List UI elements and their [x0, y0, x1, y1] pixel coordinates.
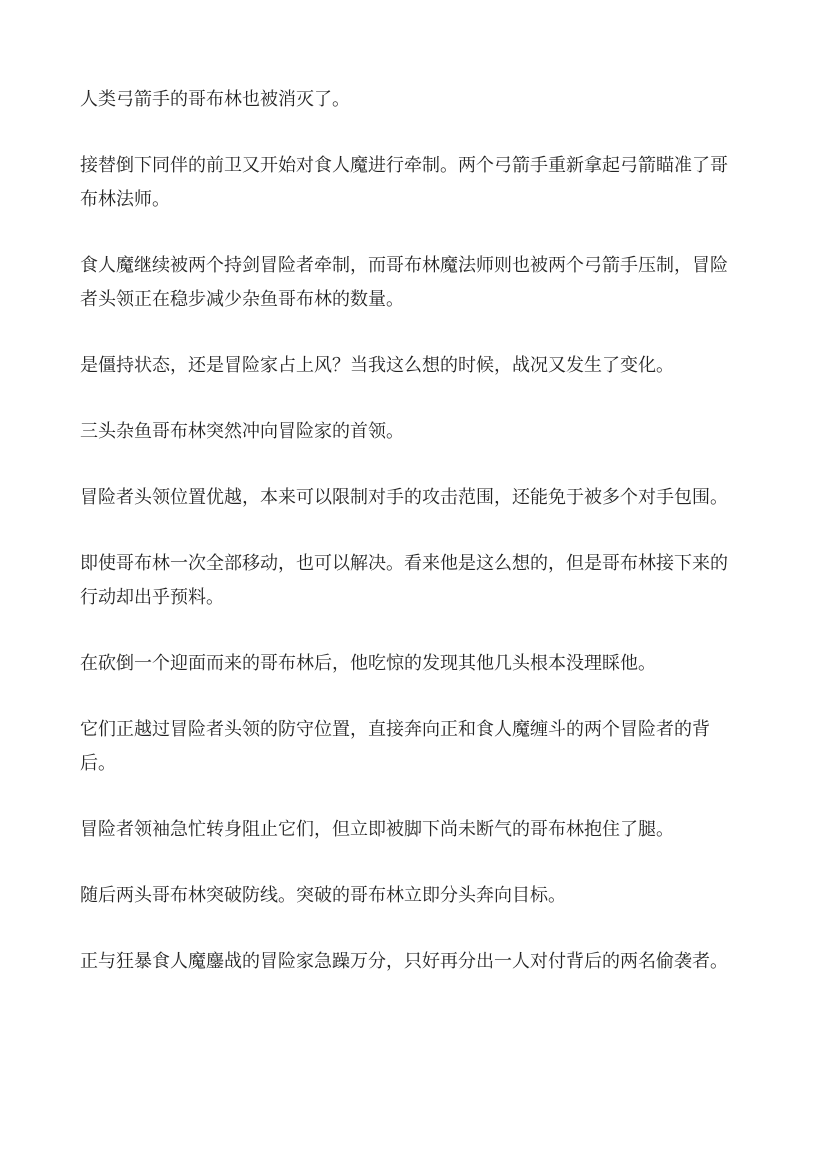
paragraph: 是僵持状态，还是冒险家占上风？当我这么想的时候，战况又发生了变化。: [80, 355, 674, 376]
paragraph: 接替倒下同伴的前卫又开始对食人魔进行牵制。两个弓箭手重新拿起弓箭瞄准了哥布林法师。: [80, 155, 728, 210]
paragraph: 在砍倒一个迎面而来的哥布林后，他吃惊的发现其他几头根本没理睬他。: [80, 653, 656, 674]
paragraph: 冒险者头领位置优越，本来可以限制对手的攻击范围，还能免于被多个对手包围。: [80, 487, 728, 508]
paragraph: 三头杂鱼哥布林突然冲向冒险家的首领。: [80, 421, 404, 442]
paragraph: 食人魔继续被两个持剑冒险者牵制，而哥布林魔法师则也被两个弓箭手压制，冒险者头领正在稳步减少杂鱼哥布林的数量。: [80, 255, 728, 310]
paragraph: 正与狂暴食人魔鏖战的冒险家急躁万分，只好再分出一人对付背后的两名偷袭者。: [80, 951, 728, 972]
document-body: [80, 83, 732, 1011]
paragraph: 随后两头哥布林突破防线。突破的哥布林立即分头奔向目标。: [80, 885, 566, 906]
paragraph: 人类弓箭手的哥布林也被消灭了。: [80, 89, 350, 110]
paragraph: 冒险者领袖急忙转身阻止它们，但立即被脚下尚未断气的哥布林抱住了腿。: [80, 819, 674, 840]
paragraph: 即使哥布林一次全部移动，也可以解决。看来他是这么想的，但是哥布林接下来的行动却出乎预料。: [80, 553, 728, 608]
paragraph: 它们正越过冒险者头领的防守位置，直接奔向正和食人魔缠斗的两个冒险者的背后。: [80, 719, 710, 774]
